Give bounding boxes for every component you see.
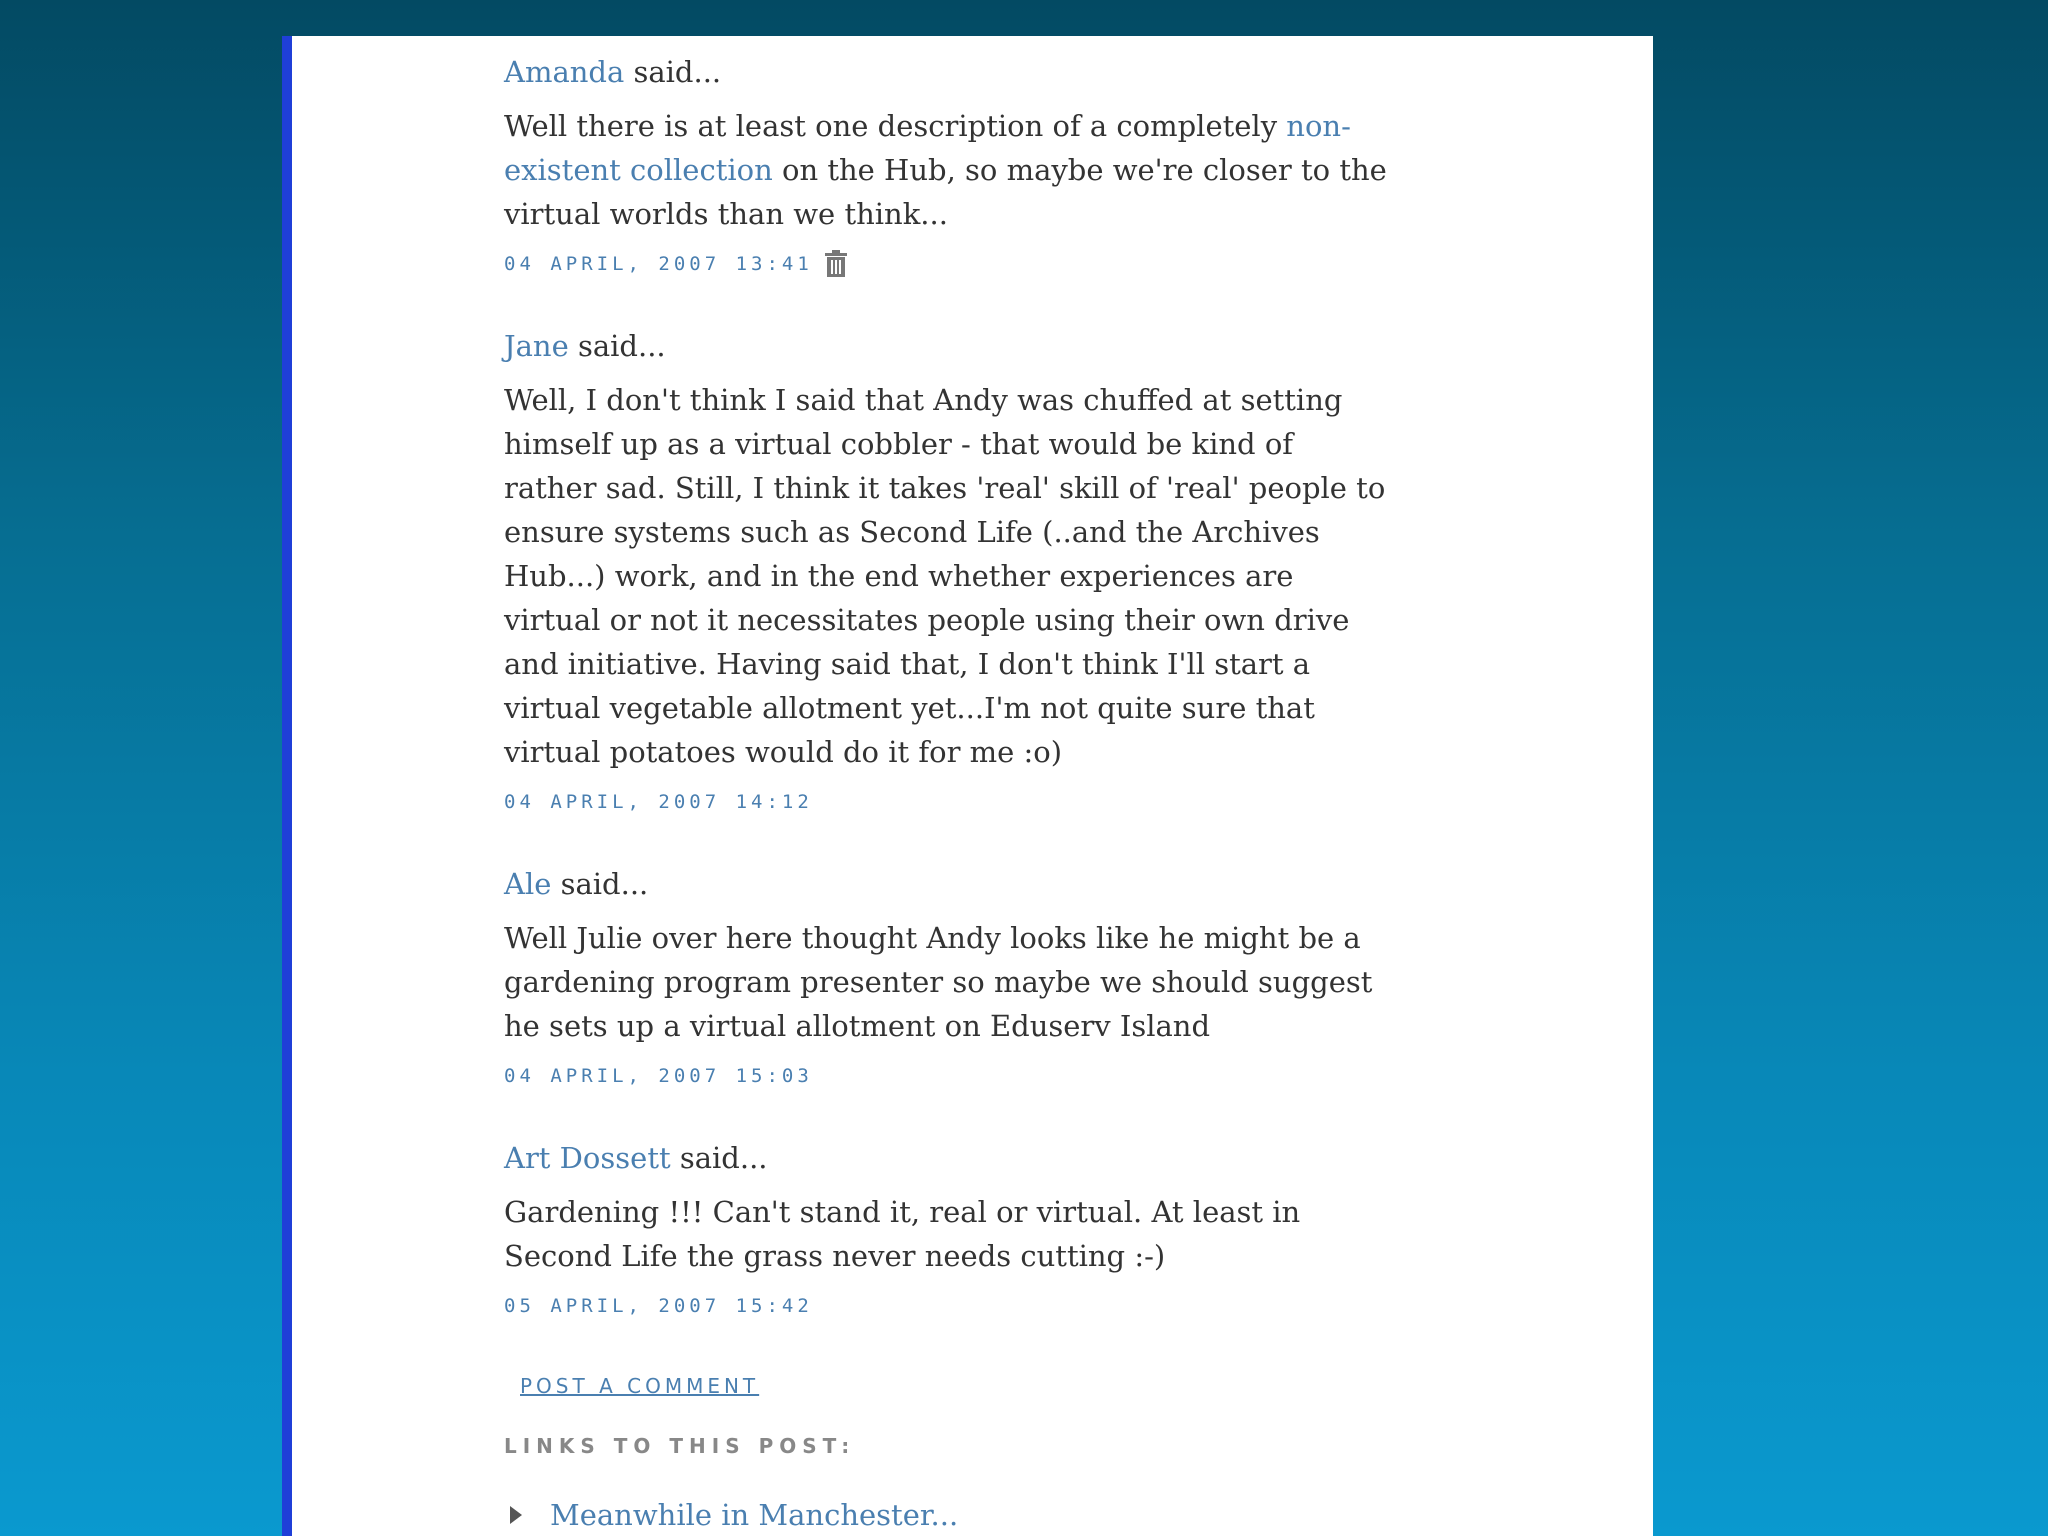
comment-author-line bbox=[504, 1138, 1394, 1178]
comment-body: Gardening !!! Can't stand it, real or virtual. At least in Second Life the grass never needs cutting :-) bbox=[504, 1195, 1301, 1273]
said-label: said... bbox=[670, 1141, 768, 1175]
comment-body bbox=[504, 104, 1394, 236]
comment-author-link[interactable]: Amanda bbox=[504, 55, 625, 89]
comment-body: Well, I don't think I said that Andy was chuffed at setting himself up as a virtual cobbler - that would be kind of rather sad. Still, I think it takes 'real' skill of 'real' people to ensure systems such as Second Life (..and the Archives Hub...) work, and in the end whether experiences are virtual or not it necessitates people using their own drive and initiative. Having said that, I don't think I'll start a virtual vegetable allotment yet...I'm not quite sure that virtual potatoes would do it for me :o) bbox=[504, 383, 1386, 769]
comment-meta bbox=[504, 1290, 1394, 1322]
comment-body: Well Julie over here thought Andy looks like he might be a gardening program presenter so maybe we should suggest he sets up a virtual allotment on Eduserv Island bbox=[504, 921, 1373, 1043]
comment bbox=[504, 52, 1394, 280]
comment-timestamp[interactable]: 05 APRIL, 2007 15:42 bbox=[504, 1295, 813, 1317]
comments-section bbox=[504, 36, 1394, 1532]
comment bbox=[504, 864, 1394, 1092]
comment-timestamp[interactable]: 04 APRIL, 2007 14:12 bbox=[504, 791, 813, 813]
comment-meta bbox=[504, 786, 1394, 818]
comment-text: Well there is at least one description of a completely bbox=[504, 109, 1287, 143]
comment-timestamp[interactable]: 04 APRIL, 2007 15:03 bbox=[504, 1065, 813, 1087]
comment-author-link[interactable]: Art Dossett bbox=[504, 1141, 671, 1175]
comment bbox=[504, 326, 1394, 818]
comment-meta bbox=[504, 248, 1394, 280]
said-label: said... bbox=[551, 867, 649, 901]
backlink-link[interactable]: Meanwhile in Manchester... bbox=[550, 1498, 959, 1532]
links-to-post-heading: LINKS TO THIS POST: bbox=[504, 1434, 856, 1458]
comment bbox=[504, 1138, 1394, 1322]
blog-page bbox=[282, 36, 1653, 1536]
said-label: said... bbox=[624, 55, 722, 89]
comment-author-link[interactable]: Jane bbox=[504, 329, 569, 363]
comment-author-link[interactable]: Ale bbox=[504, 867, 552, 901]
comment-author-line bbox=[504, 864, 1394, 904]
backlink-item bbox=[504, 1498, 1394, 1532]
comment-timestamp[interactable]: 04 APRIL, 2007 13:41 bbox=[504, 253, 813, 275]
comment-text: on the Hub, so maybe we're closer to the virtual worlds than we think... bbox=[504, 153, 1387, 231]
comment-author-line bbox=[504, 326, 1394, 366]
comment-meta bbox=[504, 1060, 1394, 1092]
delete-comment-icon[interactable] bbox=[823, 250, 849, 278]
said-label: said... bbox=[568, 329, 666, 363]
post-comment-link[interactable]: POST A COMMENT bbox=[520, 1374, 760, 1398]
collection-link[interactable]: non-existent collection bbox=[504, 109, 1351, 187]
triangle-bullet-icon bbox=[508, 1504, 524, 1526]
comment-author-line bbox=[504, 52, 1394, 92]
